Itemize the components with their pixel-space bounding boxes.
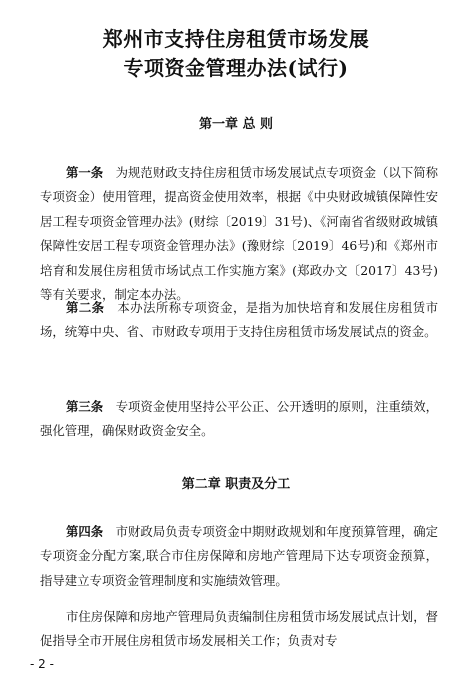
chapter-2-heading: 第二章 职责及分工 (181, 477, 291, 492)
article-2-text: 本办法所称专项资金，是指为加快培育和发展住房租赁市场，统筹中央、省、市财政专项用于支持住房租赁市场发展试点的资金。 (40, 300, 439, 340)
article-4-label: 第四条 (66, 524, 104, 539)
article-4 (40, 520, 438, 593)
article-3-text: 专项资金使用坚持公平公正、公开透明的原则，注重绩效，强化管理，确保财政资金安全。 (40, 399, 439, 439)
article-1-text: 为规范财政支持住房租赁市场发展试点专项资金（以下简称专项资金）使用管理，提高资金使用效率，根据《中央财政城镇保障性安居工程专项资金管理办法》(财综〔2019〕31号)、《河南省省级财政城镇保障性安居工程专项资金管理办法》(豫财综〔2019〕46号)和《郑州市培育和发展住房租赁市场试点工作实施方案》(郑政办文〔2017〕43号)等有关要求，制定本办法。 (40, 165, 439, 303)
chapter-1-heading: 第一章 总 则 (198, 117, 274, 132)
article-2 (40, 296, 438, 345)
article-4-paragraph-2-text: 市住房保障和房地产管理局负责编制住房租赁市场发展试点计划，督促指导全市开展住房租赁市场发展相关工作；负责对专 (40, 609, 438, 649)
page-number: - 2 - (30, 657, 54, 671)
article-3 (40, 395, 438, 444)
document-title-line2: 专项资金管理办法(试行) (123, 56, 349, 80)
document-title-line1: 郑州市支持住房租赁市场发展 (102, 27, 370, 51)
article-2-label: 第二条 (66, 300, 105, 315)
article-1-label: 第一条 (66, 165, 104, 180)
article-1 (40, 161, 438, 307)
article-4-paragraph-2 (40, 605, 438, 654)
article-4-text: 市财政局负责专项资金中期财政规划和年度预算管理，确定专项资金分配方案,联合市住房保障和房地产管理局下达专项资金预算，指导建立专项资金管理制度和实施绩效管理。 (40, 524, 439, 588)
article-3-label: 第三条 (66, 399, 104, 414)
